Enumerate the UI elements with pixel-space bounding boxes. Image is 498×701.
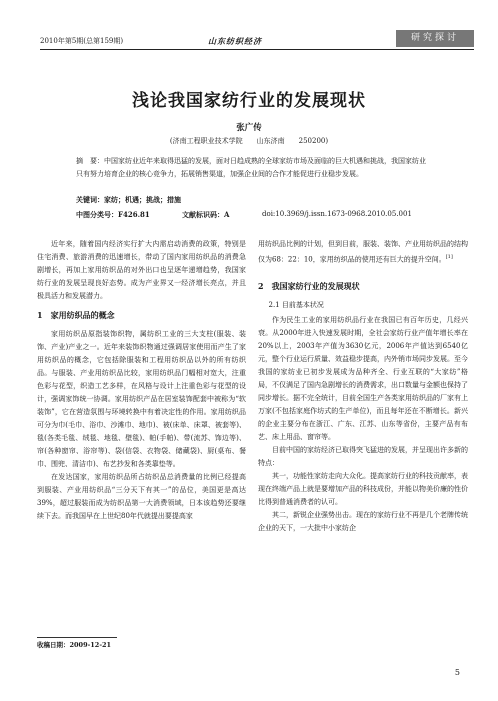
clc-number: 中图分类号：F426.81 bbox=[76, 210, 150, 219]
section-2-heading: 2 我国家纺行业的发展现状 bbox=[258, 281, 360, 292]
section-2-1-paragraph-3: 其一，功能性家纺走向大众化。提高家纺行业的科技贡献率，表现在终端产品上就是要增加产品的科技成份，并能以物美价廉的性价比得到普通消费者的认可。 bbox=[258, 472, 468, 507]
author: 张广传 bbox=[236, 123, 262, 133]
keywords: 关键词：家纺；机遇；挑战；措施 bbox=[76, 195, 181, 204]
journal-name: 山东纺织经济 bbox=[208, 36, 262, 46]
doc-code: 文献标识码：A bbox=[182, 210, 230, 219]
continued-text: 用纺织品比例的计划，但到目前，服装、装饰、产业用纺织品的结构仅为68：22：10，家用纺织品的使用还有巨大的提升空间。 bbox=[258, 240, 468, 264]
footnote-rule bbox=[37, 637, 117, 638]
left-column bbox=[37, 238, 246, 523]
section-2-1-paragraph-2: 目前中国的家纺经济已取得突飞猛进的发展，并呈现出许多新的特点： bbox=[258, 446, 468, 468]
section-1-paragraph-2: 在发达国家，家用纺织品所占纺织品总消费量的比例已经提高到服装、产业用纺织品“三分天下有其一”的品位，美国更是高达39%，超过服装而成为纺织品第一大消费领域，日本该趋势还要继续下去。而我国早在上世纪80年代就提出要提高家 bbox=[37, 473, 246, 520]
citation-1: [1] bbox=[445, 254, 453, 260]
intro-paragraph: 近年来，随着国内经济实行扩大内需启动消费的政策，特别是住宅消费、旅游消费的迅速增长，带动了国内家用纺织品的消费急剧增长，再加上家用纺织品的对外出口也呈逐年递增趋势，我国家纺行业的发展呈现良好态势。成为产业界又一经济增长亮点，并且极具活力和发展潜力。 bbox=[37, 240, 246, 300]
abstract: 摘 要：中国家纺业近年来取得迅猛的发展，面对日趋成熟的全球家纺市场及面临的巨大机遇和挑战，我国家纺业只有努力培育企业的核心竞争力，拓展销售渠道，加强企业间的合作才能促进行业稳步发展。 bbox=[76, 157, 426, 178]
right-column bbox=[258, 238, 468, 535]
received-date: 收稿日期：2009-12-21 bbox=[37, 641, 112, 649]
issue-label: 2010年第5期(总第159期) bbox=[40, 37, 124, 45]
affiliation: (济南工程职业技术学院 山东济南 250200) bbox=[169, 137, 329, 145]
page-number: 5 bbox=[454, 668, 460, 677]
section-1-paragraph-1: 家用纺织品原指装饰织物，属纺织工业的三大支柱(服装、装饰、产业)产业之一。近年来装饰织物通过强调居家使用而产生了家用纺织品的概念，它包括除服装和工程用纺织品以外的所有纺织品。与服装、产业用纺织品比较，家用纺织品门幅相对宽大，注重色彩与花型，织造工艺多样，在风格与设计上注重色彩与花型的设计，强调家饰统一协调。家用纺织产品在居室装饰配套中被称为“软装饰”，它在营造氛围与环境转换中有着决定性的作用。家用纺织品可分为巾(毛巾、浴巾、沙滩巾、地巾)、被(床单、床罩、被套等)、毯(各类毛毯、绒毯、地毯、壁毯)、帕(手帕)、带(流苏、饰边等)、帘(各种窗帘、浴帘等)、袋(信袋、衣物袋、储藏袋)、厨(桌布、餐巾、围兜、清洁巾)、布艺抄发和各类靠垫等。 bbox=[37, 330, 246, 468]
section-2-1-paragraph-1: 作为民生工业的家用纺织品行业在我国已有百年历史，几经兴衰。从2000年进入快速发展时期，全社会家纺行业产值年增长率在20%以上，2003年产值为3630亿元，2006年产值达到6540亿元，整个行业运行质量、效益稳步提高，内外销市场同步发展。至今我国的家纺业已初步发展成为品种齐全、行业互联的“大家纺”格局，不仅满足了国内急剧增长的消费需求，出口数量与金额也保持了同步增长。据不完全统计，目前全国生产各类家用纺织品的厂家有上万家(不包括家庭作坊式的生产单位)，而且每年还在不断增长。新兴的企业主要分布在浙江、广东、江苏、山东等省份，主要产品有布艺、床上用品、窗帘等。 bbox=[258, 316, 468, 442]
doi: doi:10.3969/j.issn.1673-0968.2010.05.001 bbox=[262, 210, 412, 218]
section-badge: 研究探讨 bbox=[396, 30, 474, 47]
running-header bbox=[40, 30, 474, 52]
section-2-1-heading: 2.1 目前基本状况 bbox=[268, 301, 324, 310]
paper-title: 浅论我国家纺行业的发展现状 bbox=[132, 91, 366, 111]
section-2-1-paragraph-4: 其二，新锐企业强势出击。现在的家纺行业不再是几个老牌传统企业的天下，一大批中小家纺企 bbox=[258, 511, 468, 533]
section-1-heading: 1 家用纺织品的概念 bbox=[37, 310, 115, 320]
header-rule bbox=[40, 49, 474, 50]
continued-paragraph bbox=[258, 238, 468, 266]
